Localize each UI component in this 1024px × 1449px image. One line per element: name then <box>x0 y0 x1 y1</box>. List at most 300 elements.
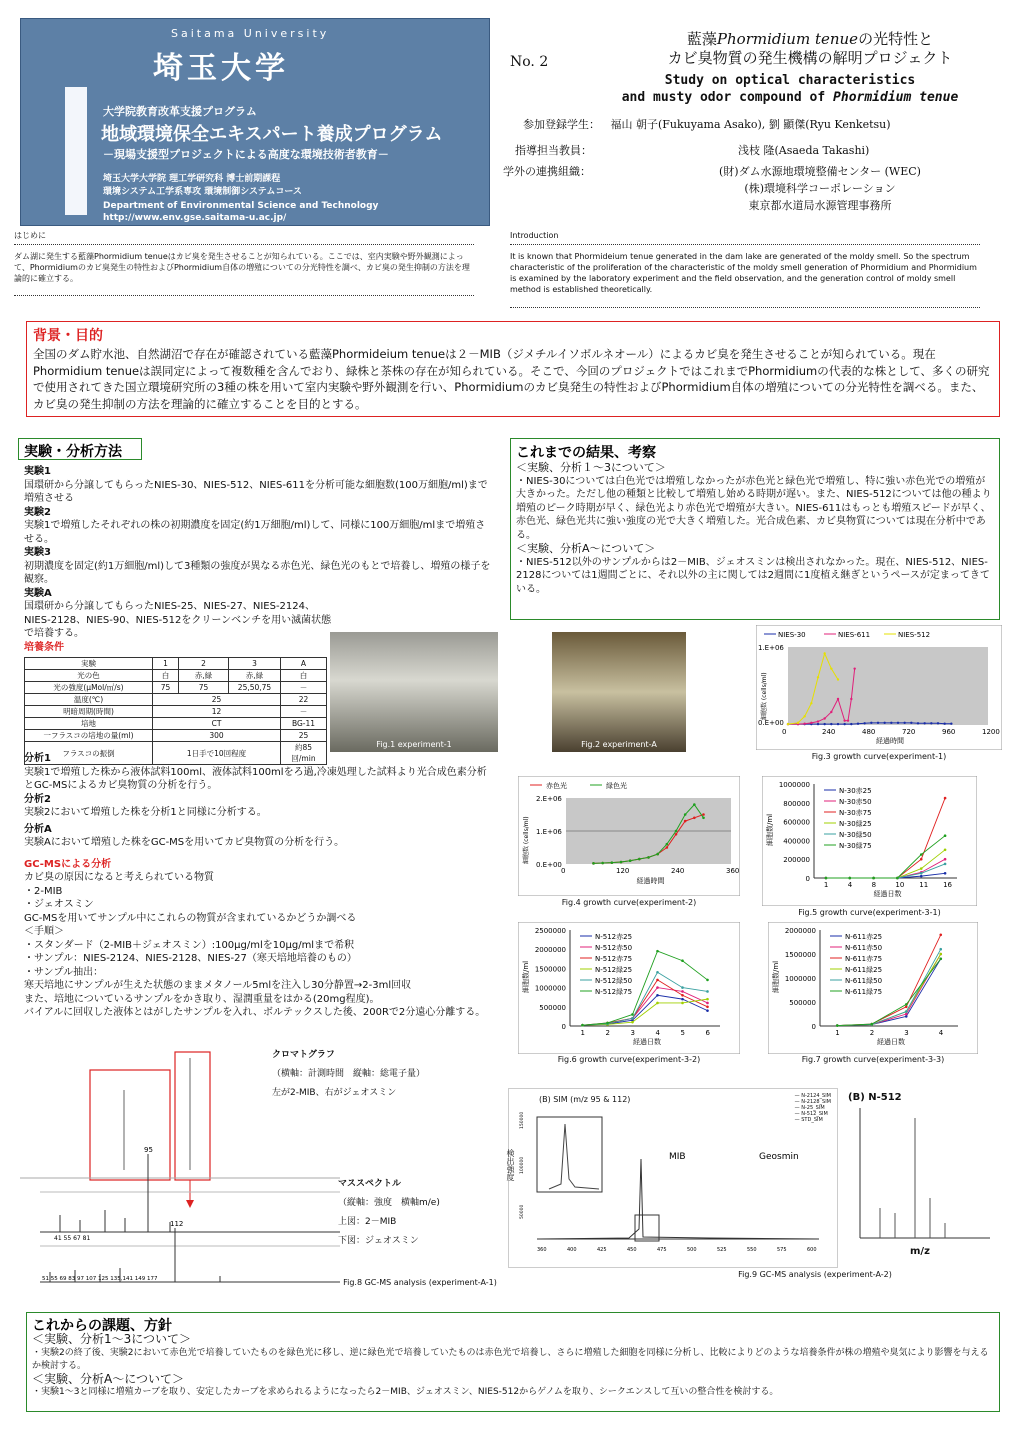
mass-spectrum-legend: マススペクトル （縦軸：強度 横軸m/e) 上図：2－MIB 下図：ジェオスミン <box>338 1179 440 1246</box>
tick-label: 1500000 <box>534 965 566 974</box>
data-point <box>837 698 839 700</box>
data-point <box>693 817 696 820</box>
methods-title: 実験・分析方法 <box>24 444 122 460</box>
data-point <box>675 833 678 836</box>
tick-label: 600 <box>807 1247 817 1253</box>
tick-label: 3 <box>904 1029 909 1037</box>
data-point <box>910 722 912 724</box>
fig9-sim-title: (B) SIM (m/z 95 & 112) <box>539 1095 631 1104</box>
data-point <box>920 858 923 861</box>
legend-label: N-30緑25 <box>839 820 872 828</box>
legend-label: N-611赤25 <box>845 933 883 941</box>
experiment-a-photo <box>552 632 686 752</box>
data-point <box>890 722 892 724</box>
data-point <box>847 719 849 721</box>
data-point <box>823 652 825 654</box>
university-name-jp: 埼玉大学 <box>153 51 289 86</box>
data-point <box>706 1009 709 1012</box>
data-point <box>817 676 819 678</box>
table-cell: 赤,緑 <box>179 670 229 682</box>
x-axis-label: 経過時間 <box>876 737 904 745</box>
tick-label: 475 <box>657 1247 667 1253</box>
data-point <box>638 858 641 861</box>
data-point <box>857 723 859 725</box>
data-point <box>797 722 799 724</box>
data-point <box>823 723 825 725</box>
data-point <box>581 1024 584 1027</box>
tick-label: 1 <box>580 1029 585 1037</box>
results-text: ＜実験、分析１～3について＞ ・NIES-30については白色光では増殖しなかったが赤色光と緑色光で増殖し、特に強い赤色光での増殖が大きかった。ただし他の種類と比較して増殖し始める時期が遅い。また、NIES-512については他の種より増殖のピーク時期が早く、緑色光より赤色光で増殖が大きい。NIES-611はもっとも増殖スピードが早く、赤色光、緑色光共に強い強度の光で大きく増殖した。光合成色素、カビ臭物質については現在分析中である。 ＜実験、分析A～について＞ ・NIES-512以外のサンプルからは2－MIB、ジェオスミンは検出されなかった。現在、NIES-512、NIES-2128については1週間ごとに、それ以外の主に関しては2週間に1度植え継ぎというペースが定まってきている。 <box>516 461 992 595</box>
data-point <box>656 979 659 982</box>
intro-en-heading: Introduction <box>510 231 559 240</box>
data-point <box>944 849 947 852</box>
table-row <box>25 682 327 694</box>
tick-label: 5 <box>680 1029 685 1037</box>
legend-label: N-30赤75 <box>839 809 872 817</box>
divider <box>510 307 980 308</box>
data-point <box>620 861 623 864</box>
tick-label: 2.E+06 <box>536 795 562 803</box>
fig9-ms-title: (B) N-512 <box>848 1092 902 1103</box>
tick-label: 4 <box>847 881 853 889</box>
x-axis-label: 経過時間 <box>636 877 665 885</box>
poster-number: No. 2 <box>510 54 549 70</box>
data-point <box>830 723 832 725</box>
tick-label: 4 <box>938 1029 944 1037</box>
table-row <box>25 730 327 742</box>
legend-label: N-611緑50 <box>845 977 883 985</box>
tick-label: 1.E+06 <box>758 644 784 652</box>
legend-label: 赤色光 <box>546 782 567 790</box>
fig5-caption: Fig.5 growth curve(experiment-3-1) <box>798 908 941 917</box>
legend-label: N-512赤75 <box>595 955 633 963</box>
table-cell: 25 <box>153 694 281 706</box>
x-axis-label: 経過日数 <box>633 1038 661 1046</box>
table-cell: － <box>281 706 327 718</box>
data-point <box>706 1006 709 1009</box>
data-point <box>656 986 659 989</box>
tick-label: 360 <box>537 1247 547 1253</box>
data-point <box>920 875 923 878</box>
banner-department: Department of Environmental Science and Technology http://www.env.gse.saitama-u.ac.jp/ <box>103 201 379 223</box>
ms-top-peak-label: 95 <box>144 1146 153 1154</box>
table-cell: 300 <box>153 730 281 742</box>
tick-label: 0.E+00 <box>536 861 562 869</box>
data-point <box>896 877 899 880</box>
data-point <box>681 990 684 993</box>
plot-area <box>788 647 988 725</box>
data-point <box>850 698 852 700</box>
legend-entry: — N-25_SIM <box>794 1105 825 1111</box>
legend-label: N-512緑75 <box>595 988 633 996</box>
fig8-caption: Fig.8 GC-MS analysis (experiment-A-1) <box>343 1278 497 1287</box>
chromatogram-geosmin-frame <box>175 1052 210 1180</box>
divider <box>510 244 980 245</box>
tick-label: 0 <box>561 867 566 875</box>
tick-label: 4 <box>655 1029 660 1037</box>
data-point <box>937 722 939 724</box>
y-axis-label: 細胞数 (cells/ml) <box>523 816 530 864</box>
data-point <box>810 702 812 704</box>
legend-entry: — N-2128_SIM <box>794 1099 831 1105</box>
data-point <box>592 862 595 865</box>
tick-label: 3 <box>630 1029 635 1037</box>
table-row <box>25 670 327 682</box>
legend-label: 緑色光 <box>606 782 627 790</box>
legend-entry: — N-512_SIM <box>794 1111 828 1117</box>
table-cell: 22 <box>281 694 327 706</box>
data-point <box>943 723 945 725</box>
fig3-caption: Fig.3 growth curve(experiment-1) <box>811 752 947 761</box>
table-cell: 光の色 <box>25 670 153 682</box>
table-cell: フラスコの振倒 <box>25 742 153 765</box>
fig9-ylabel: 検出強度 <box>506 1149 515 1181</box>
table-row <box>25 706 327 718</box>
divider <box>14 295 474 296</box>
legend-label: N-512緑25 <box>595 966 633 974</box>
y-axis-label: 細胞数 (cells/ml) <box>761 672 768 720</box>
tick-label: 1000000 <box>778 781 810 789</box>
tick-label: 575 <box>777 1247 787 1253</box>
table-cell: 培地 <box>25 718 153 730</box>
tick-label: 0 <box>782 728 787 736</box>
data-point <box>631 1021 634 1024</box>
data-point <box>656 1002 659 1005</box>
teacher-name: 浅枝 隆(Asaeda Takashi) <box>738 144 870 157</box>
data-point <box>863 722 865 724</box>
data-point <box>853 667 855 669</box>
experiment-1-photo <box>330 632 498 752</box>
table-cell: 2 <box>179 658 229 670</box>
data-point <box>647 856 650 859</box>
table-cell: 75 <box>153 682 179 694</box>
fig9-trace <box>539 1159 819 1239</box>
table-cell: CT <box>153 718 281 730</box>
data-point <box>817 723 819 725</box>
data-point <box>905 1013 908 1016</box>
banner-line3: －現場支援型プロジェクトによる高度な環境技術者教育－ <box>103 148 389 161</box>
data-point <box>666 846 669 849</box>
data-point <box>702 817 705 820</box>
data-point <box>950 723 952 725</box>
table-cell: 明暗周期(時間) <box>25 706 153 718</box>
data-point <box>656 994 659 997</box>
legend-label: NIES-611 <box>838 631 871 639</box>
legend-label: N-30赤50 <box>839 798 872 806</box>
table-cell: 白 <box>153 670 179 682</box>
tick-label: 0 <box>811 1023 816 1031</box>
fig3-chart <box>756 625 1002 750</box>
x-axis-label: 経過日数 <box>877 1038 905 1046</box>
data-point <box>681 998 684 1001</box>
tick-label: 8 <box>871 881 877 889</box>
tick-label: 450 <box>627 1247 637 1253</box>
data-point <box>631 1013 634 1016</box>
data-point <box>917 722 919 724</box>
program-banner <box>20 18 490 226</box>
tick-label: 480 <box>862 728 876 736</box>
fig9-sim-panel <box>508 1088 838 1268</box>
data-point <box>920 872 923 875</box>
tick-label: 960 <box>942 728 956 736</box>
culture-conditions-table <box>24 657 327 765</box>
fig9-mib-label: MIB <box>669 1152 686 1162</box>
data-point <box>825 877 828 880</box>
students-row: 参加登録学生： 福山 朝子(Fukuyama Asako), 劉 顯傑(Ryu Kenketsu) <box>523 118 891 131</box>
data-point <box>629 859 632 862</box>
analysis-text: 分析1 実験1で増殖した株から液体試料100ml、液体試料100mlをろ過,冷凍処理した試料より光合成色素分析とGC-MSによるカビ臭物質の分析を行う。 分析2 実験2において増殖した株を分析1と同様に分析する。 分析A 実験Aにおいて増殖した株をGC-MSを用いてカビ臭物質の分析を行う。 GC-MSによる分析 カビ臭の原因になると考えられている物質 ・2-MIB ・ジェオスミン GC-MSを用いてサンプル中にこれらの物質が含まれているかどうか調べる ＜手順＞ ・スタンダード（2-MIB＋ジェオスミン）:100μg/mlを10μg/mlまで希釈 ・サンプル：NIES-2124、NIES-2128、NIES-27（寒天培地培養のもの） ・サンプル抽出： 寒天培地にサンプルが生えた状態のままメタノール5mlを注入し30分静置→2-3ml回収 また、培地についているサンプルをかき取り、湿潤重量をはかる(20mg程度)。 バイアルに回収した液体とはがしたサンプルを入れ、ボルテックスした後、200Rで2分遠心分離する。 <box>24 753 487 1018</box>
tick-label: 1 <box>823 881 829 889</box>
fig6-chart <box>518 922 740 1054</box>
tick-label: 600000 <box>783 818 810 827</box>
data-point <box>905 1003 908 1006</box>
fig1-caption: Fig.1 experiment-1 <box>376 740 452 749</box>
tick-label: 1.E+06 <box>536 828 562 836</box>
tick-label: 1 <box>835 1029 840 1037</box>
data-point <box>836 1024 839 1027</box>
data-point <box>944 797 947 800</box>
table-cell: 25 <box>281 730 327 742</box>
y-axis-label: 細胞数/ml <box>772 960 780 993</box>
data-point <box>883 722 885 724</box>
banner-line1: 大学院教育改革支援プログラム <box>103 105 257 118</box>
legend-label: NIES-30 <box>778 631 806 639</box>
data-point <box>666 843 669 846</box>
table-cell: 1日手で10回程度 <box>153 742 281 765</box>
data-point <box>675 830 678 833</box>
banner-url: http://www.env.gse.saitama-u.ac.jp/ <box>103 213 287 223</box>
tick-label: 2000000 <box>784 927 816 935</box>
chromatogram-legend: クロマトグラフ （横軸：計測時間 縦軸：総電子量） 左が2-MIB、右がジェオスミン <box>272 1050 426 1098</box>
data-point <box>848 877 851 880</box>
data-point <box>920 867 923 870</box>
table-cell: 白 <box>281 670 327 682</box>
tick-label: 1000000 <box>534 984 566 993</box>
legend-label: N-512赤25 <box>595 933 633 941</box>
tick-label: 0 <box>805 875 810 883</box>
data-point <box>939 953 942 956</box>
data-point <box>803 723 805 725</box>
background-text: 全国のダム貯水池、自然湖沼で存在が確認されている藍藻Phormideium tenueは２－MIB（ジメチルイソボルネオール）によるカビ臭を発生させることが知られている。現在Phormidium tenueは誤同定によって複数種を含んでおり、緑株と茶株の存在が知られている。そこで、今回のプロジェクトではこれまでPhormidiumの代表的な株として、多くの研究で使用されてきた国立環境研究所の3種の株を用いて室内実験や野外観測を行い、Phormidiumのカビ臭発生の特性およびPhormidium自体の増殖についての分光特性を調べる。また、カビ臭の発生抑制の方法を理論的に確立することを目的とする。 <box>33 347 990 411</box>
table-cell: 75 <box>179 682 229 694</box>
university-name-en: Saitama University <box>171 27 330 40</box>
data-point <box>817 720 819 722</box>
background-title: 背景・目的 <box>33 328 103 344</box>
legend-label: N-512緑50 <box>595 977 633 985</box>
table-cell: 25,50,75 <box>229 682 281 694</box>
tick-label: 720 <box>902 728 916 736</box>
data-point <box>702 813 705 816</box>
tick-label: 10 <box>895 881 905 889</box>
tick-label: 500000 <box>539 1003 566 1012</box>
tick-label: 2 <box>869 1029 875 1037</box>
ms-top-labels: 41 55 67 81 <box>54 1235 91 1242</box>
data-point <box>810 722 812 724</box>
legend-label: N-611赤75 <box>845 955 883 963</box>
data-point <box>803 715 805 717</box>
chromatogram-mib-frame <box>90 1070 170 1180</box>
arrow-head <box>186 1200 194 1208</box>
tick-label: 500000 <box>789 999 816 1007</box>
fig7-chart <box>768 922 978 1054</box>
data-point <box>787 723 789 725</box>
table-cell: 光の強度(μMol/㎡/s) <box>25 682 153 694</box>
future-text: ＜実験、分析1～3について＞ ・実験2の終了後、実験2において赤色光で培養していたものを緑色光に移し、逆に緑色光で培養していたものは赤色光で培養し、さらに増殖した細胞を同様に分析し、比較によりどのような培養条件が株の増殖や臭気により影響を与えるか検討する。 ＜実験、分析A～について＞ ・実験1～3と同様に増殖カーブを取り、安定したカーブを求められるようになったら2－MIB、ジェオスミン、NIES-512からゲノムを取り、シークエンスして互いの整合性を検討する。 <box>32 1332 989 1397</box>
data-point <box>684 820 687 823</box>
data-point <box>903 722 905 724</box>
tick-label: 1000000 <box>784 975 816 983</box>
data-point <box>706 990 709 993</box>
data-point <box>897 722 899 724</box>
table-cell: 3 <box>229 658 281 670</box>
table-cell: 赤,緑 <box>229 670 281 682</box>
data-point <box>601 862 604 865</box>
data-point <box>905 1015 908 1018</box>
banner-course: 埼玉大学大学院 理工学研究科 博士前期課程 環境システム工学系専攻 環境制御システムコース <box>103 174 302 197</box>
tick-label: 425 <box>597 1247 607 1253</box>
banner-stripe <box>65 87 87 215</box>
fig5-chart <box>762 776 977 906</box>
data-point <box>939 948 942 951</box>
data-point <box>872 877 875 880</box>
data-point <box>706 998 709 1001</box>
data-point <box>706 979 709 982</box>
data-point <box>656 971 659 974</box>
tick-label: 11 <box>919 881 929 889</box>
data-point <box>843 719 845 721</box>
tick-label: 240 <box>671 867 685 875</box>
data-point <box>693 803 696 806</box>
legend-entry: — N-2124_SIM <box>794 1093 831 1099</box>
data-point <box>684 813 687 816</box>
table-cell: 実験 <box>25 658 153 670</box>
fig9-mz: m/z <box>910 1246 930 1257</box>
table-cell: － <box>281 682 327 694</box>
tick-label: 360 <box>726 867 740 875</box>
banner-program-title: 地域環境保全エキスパート養成プログラム <box>101 124 443 145</box>
tick-label: 50000 <box>520 1204 525 1219</box>
tick-label: 100000 <box>520 1156 525 1174</box>
data-point <box>870 1023 873 1026</box>
methods-text: 実験1 国環研から分譲してもらったNIES-30、NIES-512、NIES-611を分析可能な細胞数(100万細胞/ml)まで増殖させる 実験2 実験1で増殖したそれぞれの株の初期濃度を固定(約1万細胞/ml)して、同様に100万細胞/mlまで増殖させる。 実験3 初期濃度を固定(約1万細胞/ml)して3種類の強度が異なる赤色光、緑色光のもとで培養し、増殖の様子を観察。 実験A 国環研から分譲してもらったNIES-25、NIES-27、NIES-2124、NIES-2128、NIES-90、NIES-512をクリーンベンチを用い滅菌状態で培養する。 培養条件 <box>24 466 491 653</box>
data-point <box>706 1002 709 1005</box>
tick-label: 200000 <box>783 856 810 865</box>
results-section <box>510 438 1000 620</box>
table-cell: 約85回/min <box>281 742 327 765</box>
tick-label: 2 <box>605 1029 610 1037</box>
tick-label: 400 <box>567 1247 577 1253</box>
intro-jp-heading: はじめに <box>14 231 46 240</box>
data-point <box>611 861 614 864</box>
data-point <box>939 958 942 961</box>
fig4-chart <box>518 776 740 896</box>
poster-title-en: Study on optical characteristics and musty odor compound of Phormidium tenue <box>621 73 959 105</box>
data-point <box>656 853 659 856</box>
ms-bottom-labels: 51 55 69 83 97 107 125 135,141 149 177 <box>42 1276 158 1282</box>
tick-label: 525 <box>717 1247 727 1253</box>
legend-label: N-611緑75 <box>845 988 883 996</box>
tick-label: 0 <box>561 1023 566 1031</box>
table-row <box>25 658 327 670</box>
data-point <box>923 722 925 724</box>
fig9-ms-plot <box>840 1098 1000 1258</box>
legend-label: N-30緑75 <box>839 842 872 850</box>
data-point <box>681 959 684 962</box>
tick-label: 1500000 <box>784 951 816 959</box>
tick-label: 2000000 <box>534 946 566 955</box>
y-axis-label: 細胞数/ml <box>766 813 774 846</box>
intro-jp-text: ダム湖に発生する藍藻Phormidium tenueはカビ臭を発生させることが知られている。ここでは、室内実験や野外観測によって、Phormidiumのカビ臭発生の特性およびPhormidium自体の増殖についての分光特性を調べ、カビ臭の発生抑制の方法を理論的に確立する。 <box>14 252 470 283</box>
methods-title-box <box>18 438 142 460</box>
tick-label: 6 <box>705 1029 710 1037</box>
legend-label: N-611赤50 <box>845 944 883 952</box>
data-point <box>905 1010 908 1013</box>
fig9-caption: Fig.9 GC-MS analysis (experiment-A-2) <box>738 1270 892 1279</box>
intro-en-text: It is known that Phormideium tenue generated in the dam lake are generated of the moldy smell. So the spectrum characteristic of the proliferation of the characteristic of the moldy smell generation of Phormidium and Phormidium is examined by the laboratory experiment and the field observation, and the generation control of moldy smell method is established theoretically. <box>510 252 977 294</box>
data-point <box>944 858 947 861</box>
future-section <box>26 1312 1000 1412</box>
data-point <box>944 872 947 875</box>
tick-label: 2500000 <box>534 927 566 935</box>
poster-title: 藍藻Phormidium tenueの光特性と カビ臭物質の発生機構の解明プロジェクト <box>667 30 953 67</box>
fig9-ms-panel <box>840 1088 1000 1268</box>
x-axis-label: 経過日数 <box>873 890 902 898</box>
data-point <box>877 722 879 724</box>
legend-label: N-611緑25 <box>845 966 883 974</box>
tick-label: 240 <box>822 728 836 736</box>
legend-entry: — STD_SIM <box>794 1117 823 1123</box>
tick-label: 500 <box>687 1247 697 1253</box>
data-point <box>631 1017 634 1020</box>
tick-label: 120 <box>616 867 630 875</box>
partners-label: 学外の連携組織： <box>503 165 591 178</box>
data-point <box>905 1006 908 1009</box>
fig6-caption: Fig.6 growth curve(experiment-3-2) <box>557 1055 701 1064</box>
data-point <box>656 950 659 953</box>
table-cell: 一フラスコの培地の量(ml) <box>25 730 153 742</box>
fig4-caption: Fig.4 growth curve(experiment-2) <box>561 898 697 907</box>
table-cell: BG-11 <box>281 718 327 730</box>
legend-label: N-30赤25 <box>839 787 872 795</box>
table-cell: 12 <box>153 706 281 718</box>
legend-label: N-512赤50 <box>595 944 633 952</box>
tick-label: 800000 <box>783 799 810 808</box>
table-cell: 1 <box>153 658 179 670</box>
divider <box>14 244 474 245</box>
data-point <box>920 853 923 856</box>
data-point <box>944 863 947 866</box>
data-point <box>681 1002 684 1005</box>
data-point <box>837 678 839 680</box>
data-point <box>681 986 684 989</box>
fig9-inset-trace <box>549 1124 599 1189</box>
data-point <box>830 667 832 669</box>
tick-label: 400000 <box>783 837 810 846</box>
data-point <box>870 722 872 724</box>
ms-bottom-peak-label: 112 <box>170 1220 184 1228</box>
future-title: これからの課題、方針 <box>32 1318 172 1334</box>
table-row <box>25 694 327 706</box>
fig9-geosmin-label: Geosmin <box>759 1152 799 1162</box>
table-cell: A <box>281 658 327 670</box>
legend-label: NIES-512 <box>898 631 931 639</box>
y-axis-label: 細胞数/ml <box>522 960 530 993</box>
data-point <box>837 723 839 725</box>
teacher-label: 指導担当教員： <box>515 144 592 157</box>
fig7-caption: Fig.7 growth curve(experiment-3-3) <box>801 1055 945 1064</box>
legend-label: N-30緑50 <box>839 831 872 839</box>
partners-list: (財)ダム水源地環境整備センター (WEC) (株)環境科学コーポレーション 東京都水道局水源管理事務所 <box>719 165 921 212</box>
